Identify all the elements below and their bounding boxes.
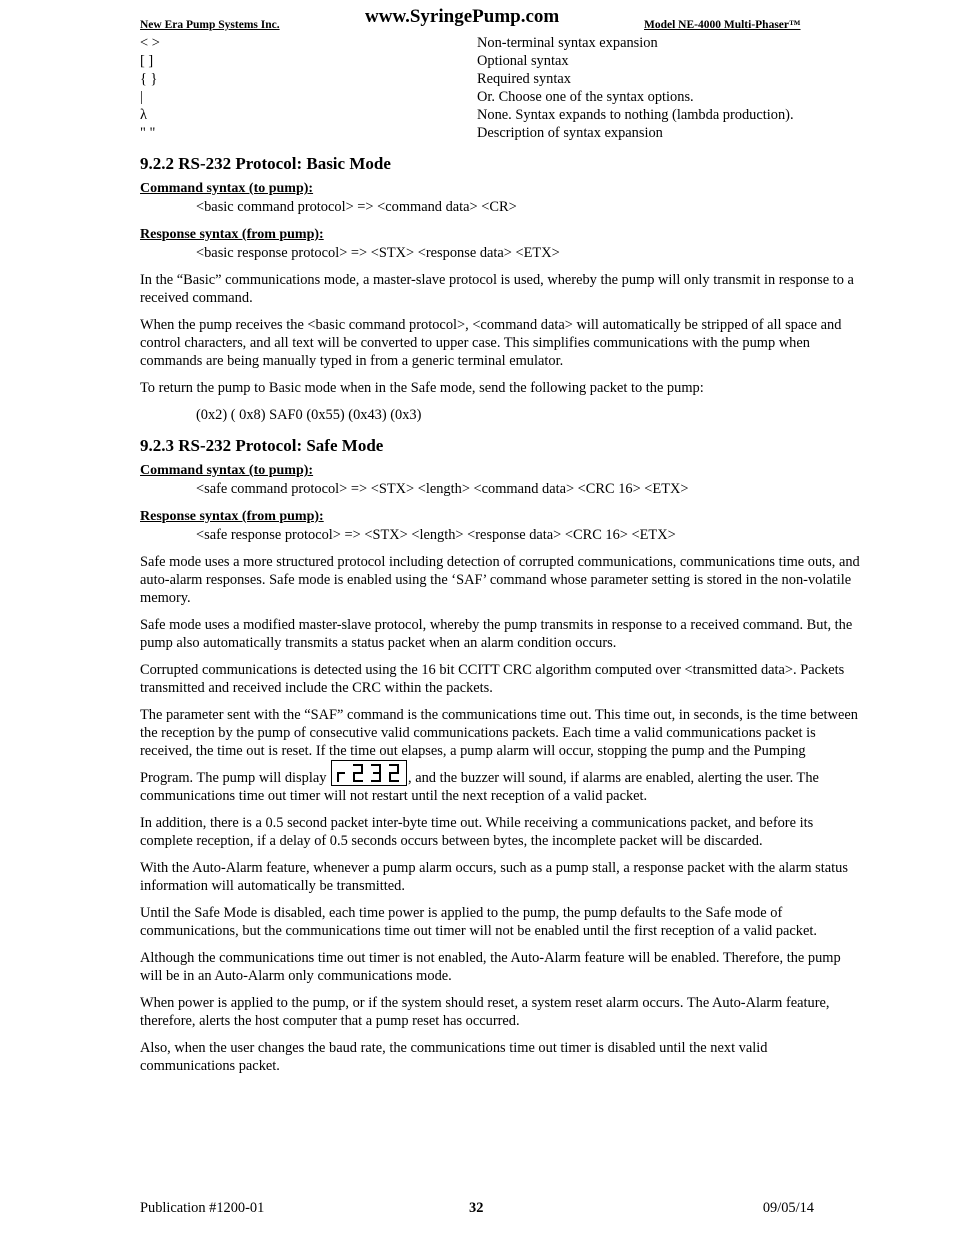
syntax-legend: [140, 34, 860, 142]
safe-mode-section: [140, 436, 860, 1075]
legend-row: [140, 34, 860, 52]
legend-row: [140, 106, 860, 124]
page-footer: [140, 1200, 814, 1218]
legend-row: [140, 88, 860, 106]
publication-date: 09/05/14: [762, 1200, 814, 1216]
legend-symbol: λ: [140, 107, 147, 123]
legend-description: Description of syntax expansion: [477, 125, 663, 141]
paragraph: Corrupted communications is detected using the 16 bit CCITT CRC algorithm computed over <transmitted data>. Packets transmitted and received include the CRC within the packets.: [140, 662, 845, 696]
section-heading: 9.2.3 RS-232 Protocol: Safe Mode: [140, 436, 384, 455]
response-syntax: <basic response protocol> => <STX> <response data> <ETX>: [196, 245, 560, 261]
legend-symbol: { }: [140, 71, 158, 87]
paragraph: When power is applied to the pump, or if the system should reset, a system reset alarm occurs. The Auto-Alarm feature, therefore, alerts the host computer that a pump reset has occurred.: [140, 995, 830, 1029]
legend-description: None. Syntax expands to nothing (lambda production).: [477, 107, 794, 123]
company-name: New Era Pump Systems Inc.: [140, 19, 280, 31]
page-header: [140, 8, 860, 34]
paragraph: In the “Basic” communications mode, a master-slave protocol is used, whereby the pump will only transmit in response to a received command.: [140, 272, 854, 306]
legend-symbol: " ": [140, 125, 156, 141]
paragraph: Also, when the user changes the baud rate, the communications time out timer is disabled until the next valid communications packet.: [140, 1040, 768, 1074]
section-heading: 9.2.2 RS-232 Protocol: Basic Mode: [140, 154, 391, 173]
publication-number: Publication #1200-01: [140, 1200, 265, 1216]
website-title: www.SyringePump.com: [365, 6, 560, 27]
legend-description: Non-terminal syntax expansion: [477, 35, 658, 51]
legend-row: [140, 70, 860, 88]
legend-description: Required syntax: [477, 71, 571, 87]
response-syntax-label: Response syntax (from pump):: [140, 509, 324, 524]
paragraph: [140, 706, 860, 805]
legend-row: [140, 52, 860, 70]
command-syntax: <basic command protocol> => <command data> <CR>: [196, 199, 517, 215]
lcd-display-icon: [331, 760, 407, 786]
basic-mode-section: [140, 154, 860, 424]
document-page: [140, 8, 860, 1075]
legend-symbol: < >: [140, 35, 160, 51]
command-syntax: <safe command protocol> => <STX> <length> <command data> <CRC 16> <ETX>: [196, 481, 689, 497]
command-syntax-label: Command syntax (to pump):: [140, 463, 314, 478]
response-syntax-label: Response syntax (from pump):: [140, 227, 324, 242]
paragraph-text: The parameter sent with the “SAF” command is the communications time out. This time out, in seconds, is the time between the reception by the pump of consecutive valid communications packets. Each time a valid communications packet is received, the time out is reset. If the time out elapses, a pump alarm will occur, stopping the pump and the Pumping Program. The pump will display: [140, 707, 858, 786]
packet-example: (0x2) ( 0x8) SAF0 (0x55) (0x43) (0x3): [196, 407, 422, 423]
paragraph: When the pump receives the <basic command protocol>, <command data> will automatically be stripped of all space and control characters, and all text will be converted to upper case. This simplifies communications with the pump when commands are being manually typed in from a generic terminal emulator.: [140, 317, 842, 369]
legend-description: Optional syntax: [477, 53, 569, 69]
legend-symbol: |: [140, 89, 143, 105]
lcd-segment-graphic: [332, 761, 406, 785]
paragraph: With the Auto-Alarm feature, whenever a pump alarm occurs, such as a pump stall, a response packet with the alarm status information will automatically be transmitted.: [140, 860, 848, 894]
page-number: 32: [469, 1200, 484, 1216]
legend-description: Or. Choose one of the syntax options.: [477, 89, 694, 105]
paragraph-text: , and the buzzer will sound, if alarms are enabled, alerting the user. The communications time out timer will not restart until the next reception of a valid packet.: [140, 770, 819, 804]
paragraph: Although the communications time out timer is not enabled, the Auto-Alarm feature will be enabled. Therefore, the pump will be in an Auto-Alarm only communications mode.: [140, 950, 841, 984]
paragraph: Safe mode uses a modified master-slave protocol, whereby the pump transmits in response to a received command. But, the pump also automatically transmits a status packet when an alarm condition occurs.: [140, 617, 853, 651]
paragraph: Until the Safe Mode is disabled, each time power is applied to the pump, the pump defaults to the Safe mode of communications, but the communications time out timer will not be enabled until the first reception of a valid packet.: [140, 905, 817, 939]
paragraph: In addition, there is a 0.5 second packet inter-byte time out. While receiving a communications packet, and before its complete reception, if a delay of 0.5 seconds occurs between bytes, the incomplete packet will be discarded.: [140, 815, 814, 849]
response-syntax: <safe response protocol> => <STX> <length> <response data> <CRC 16> <ETX>: [196, 527, 676, 543]
model-name: Model NE-4000 Multi-Phaser™: [644, 19, 801, 31]
legend-symbol: [ ]: [140, 53, 154, 69]
paragraph: Safe mode uses a more structured protocol including detection of corrupted communications, communications time outs, and auto-alarm responses. Safe mode is enabled using the ‘SAF’ command whose parameter setting is stored in the non-volatile memory.: [140, 554, 860, 606]
legend-row: [140, 124, 860, 142]
command-syntax-label: Command syntax (to pump):: [140, 181, 314, 196]
paragraph: To return the pump to Basic mode when in the Safe mode, send the following packet to the pump:: [140, 380, 704, 396]
